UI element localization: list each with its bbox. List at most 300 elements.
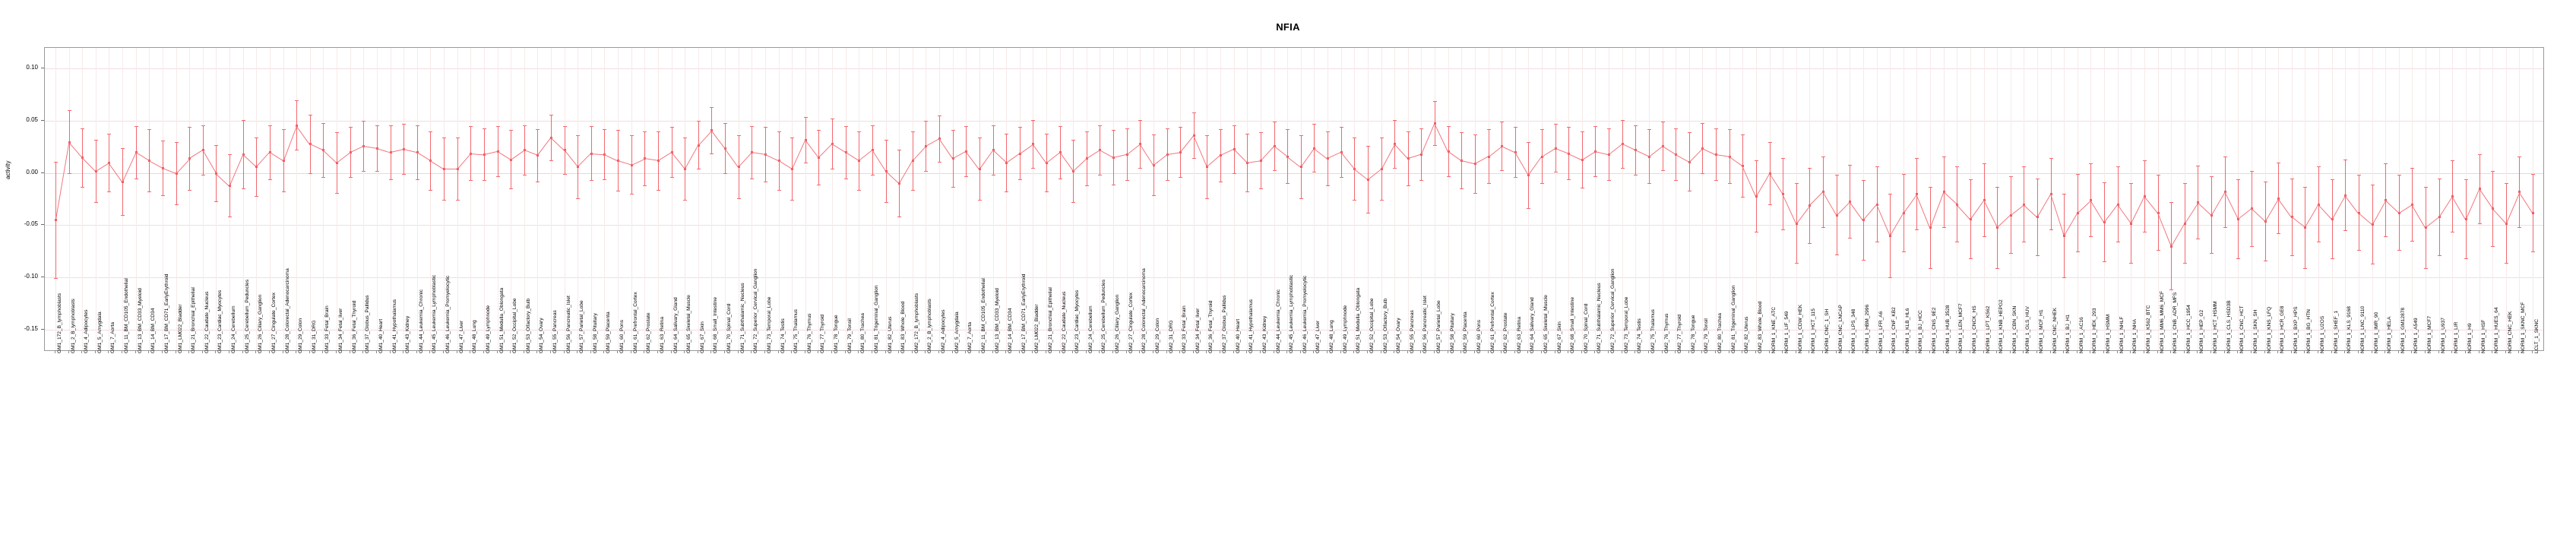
error-bar-cap — [81, 128, 84, 129]
x-tick-mark — [2010, 350, 2011, 353]
series-connector — [739, 152, 752, 167]
x-tick-mark — [1501, 350, 1502, 353]
x-tick-label: NORM_1_LPT_K562 — [1986, 305, 1991, 353]
error-bar-cap — [1540, 129, 1544, 130]
x-tick-label: NORM_1_LIF_549 — [1784, 311, 1790, 353]
error-bar-cap — [1098, 125, 1102, 126]
series-connector — [1073, 158, 1087, 171]
series-connector — [724, 148, 738, 167]
x-tick-mark — [2063, 350, 2064, 353]
x-tick-label: NORM_1_GM12878 — [2400, 307, 2406, 353]
series-connector — [2117, 204, 2131, 223]
error-bar-cap — [1768, 142, 1772, 143]
error-bar-cap — [1192, 112, 1196, 113]
error-bar-cap — [335, 193, 339, 194]
error-bar-cap — [509, 130, 513, 131]
x-tick-label: NORM_1_LNC_9110 — [2360, 305, 2366, 353]
x-tick-label: GM2_36_Fetal_Thyroid — [1208, 300, 1214, 353]
series-connector — [1220, 149, 1234, 156]
series-connector — [591, 153, 605, 155]
error-bar-cap — [924, 171, 928, 172]
error-bar-cap — [2089, 236, 2093, 237]
error-bar-cap — [2397, 250, 2401, 251]
x-tick-label: GM1_46_Leukemia_Promyelocytic — [445, 275, 451, 353]
x-tick-label: NORM_1_LPS_348 — [1851, 308, 1856, 353]
x-tick-label: NORM_1_BXP_HPS — [2293, 306, 2299, 353]
x-tick-label: GM1_51_Medulla_Oblongata — [499, 287, 505, 353]
series-connector — [1742, 166, 1756, 196]
x-tick-label: NORM_1_SKN_SH — [2253, 309, 2258, 353]
x-tick-mark — [202, 350, 203, 353]
x-tick-label: GM2_63_Retina — [1517, 316, 1522, 353]
x-tick-mark — [1086, 350, 1087, 353]
series-connector — [1489, 146, 1502, 157]
x-tick-mark — [938, 350, 939, 353]
x-tick-label: NORM_1_HSF — [2481, 319, 2486, 353]
series-connector — [2385, 200, 2398, 213]
x-tick-label: GM2_26_Ciliary_Ganglion — [1115, 294, 1120, 353]
error-bar-cap — [2357, 250, 2361, 251]
error-bar-cap — [1741, 197, 1745, 198]
x-tick-label: GM1_55_Pancreas — [552, 310, 558, 353]
error-bar-cap — [1005, 191, 1008, 192]
x-tick-mark — [1327, 350, 1328, 353]
series-connector — [122, 152, 137, 182]
x-tick-mark — [68, 350, 69, 353]
error-bar-cap — [844, 126, 848, 127]
x-tick-label: GM2_44_Leukemia_Chronic — [1276, 289, 1281, 353]
series-connector — [1689, 148, 1703, 163]
x-tick-mark — [95, 350, 96, 353]
error-bar-cap — [161, 195, 165, 196]
x-tick-label: GM1_61_Prefrontal_Cortex — [633, 292, 638, 353]
x-tick-label: GM1_57_Parietal_Lobe — [579, 300, 584, 353]
x-tick-mark — [148, 350, 149, 353]
error-bar-cap — [2505, 263, 2508, 264]
error-bar-cap — [1514, 127, 1517, 128]
error-bar-cap — [2464, 179, 2468, 180]
x-tick-mark — [1407, 350, 1408, 353]
x-tick-label: GM2_17_BM_CD71_EarlyErythroid — [1021, 274, 1027, 353]
x-tick-mark — [858, 350, 859, 353]
error-bar-cap — [1862, 180, 1866, 181]
error-bar-cap — [1593, 176, 1597, 177]
error-bar-cap — [951, 130, 955, 131]
series-connector — [2492, 208, 2505, 223]
error-bar-cap — [389, 125, 393, 126]
series-connector — [564, 150, 578, 167]
series-connector — [2519, 191, 2533, 213]
error-bar-cap — [723, 173, 727, 174]
x-tick-mark — [2077, 350, 2078, 353]
x-tick-label: NORM_1_U937 — [2441, 318, 2446, 353]
x-tick-mark — [162, 350, 163, 353]
x-tick-label: GM1_36_Fetal_Thyroid — [352, 300, 357, 353]
x-tick-mark — [1514, 350, 1515, 353]
series-connector — [403, 149, 417, 153]
series-connector — [1207, 155, 1220, 167]
error-bar-cap — [670, 177, 674, 178]
error-bar-cap — [1862, 260, 1866, 261]
x-tick-mark — [269, 350, 270, 353]
error-bar-cap — [1166, 128, 1169, 129]
error-bar-cap — [1219, 129, 1223, 130]
x-tick-mark — [1246, 350, 1247, 353]
x-tick-mark — [2050, 350, 2051, 353]
x-tick-label: GM1_73_Temporal_Lobe — [767, 296, 772, 353]
x-tick-mark — [550, 350, 551, 353]
error-bar-cap — [1701, 173, 1704, 174]
error-bar-cap — [1018, 179, 1022, 180]
series-connector — [1180, 135, 1194, 153]
series-connector — [2372, 200, 2386, 224]
error-bar-cap — [1312, 124, 1316, 125]
x-tick-label: NORM_1_KNE_ATC — [1771, 306, 1777, 353]
error-bar-cap — [2210, 176, 2214, 177]
series-connector — [1676, 154, 1689, 162]
series-connector — [2090, 200, 2104, 222]
error-bar-cap — [2331, 179, 2334, 180]
error-bar-cap — [2424, 268, 2428, 269]
x-tick-label: GM1_13_BM_CD33_Myeloid — [138, 288, 143, 353]
x-tick-label: GM1_28_Colorectal_Adenocarcinoma — [285, 268, 290, 353]
error-bar-cap — [509, 188, 513, 189]
error-bar-cap — [1018, 127, 1022, 128]
error-bar-cap — [375, 171, 379, 172]
x-tick-label: GM1_62_Prostate — [646, 312, 651, 353]
x-tick-label: GM2_31_DRG — [1169, 320, 1174, 353]
series-connector — [2144, 196, 2157, 213]
error-bar-cap — [697, 121, 701, 122]
series-connector — [644, 158, 658, 161]
x-tick-mark — [925, 350, 926, 353]
error-bar-cap — [657, 131, 660, 132]
error-bar-cap — [1781, 158, 1785, 159]
x-tick-label: NORM_1_LEN_MCF7 — [1958, 303, 1964, 353]
error-bar-cap — [1567, 127, 1571, 128]
error-bar-cap — [536, 129, 540, 130]
error-bar-cap — [1205, 198, 1209, 199]
x-tick-mark — [751, 350, 752, 353]
series-connector — [2104, 204, 2118, 223]
error-bar-cap — [1233, 173, 1236, 174]
x-tick-mark — [1862, 350, 1863, 353]
series-connector — [658, 152, 672, 161]
series-connector — [1100, 150, 1113, 157]
x-tick-mark — [738, 350, 739, 353]
error-bar-cap — [777, 131, 781, 132]
error-bar-cap — [911, 190, 915, 191]
x-tick-mark — [1286, 350, 1287, 353]
error-bar-cap — [1407, 131, 1410, 132]
error-bar-cap — [349, 127, 353, 128]
error-bar-cap — [1085, 131, 1089, 132]
error-bar-cap — [1393, 168, 1397, 169]
x-tick-mark — [322, 350, 323, 353]
x-tick-mark — [1675, 350, 1676, 353]
y-tick-label: -0.05 — [24, 220, 38, 228]
x-tick-mark — [992, 350, 993, 353]
error-bar-cap — [1138, 168, 1142, 169]
error-bar-cap — [1701, 123, 1704, 124]
error-bar-cap — [2250, 171, 2254, 172]
error-bar-cap — [496, 126, 500, 127]
error-bar-cap — [992, 125, 995, 126]
x-tick-mark — [1019, 350, 1020, 353]
series-connector — [2251, 208, 2264, 221]
error-bar-cap — [2062, 277, 2066, 278]
x-tick-label: GM1_24_Cerebellum — [231, 305, 236, 353]
x-tick-mark — [429, 350, 430, 353]
data-point[interactable] — [2532, 212, 2534, 214]
x-tick-label: GM1_41_Hypothalamus — [392, 299, 397, 353]
x-tick-label: NORM_1_NHLF — [2119, 316, 2125, 353]
error-bar-cap — [94, 140, 98, 141]
series-connector — [845, 152, 859, 161]
error-bar-cap — [1593, 126, 1597, 127]
series-connector — [363, 146, 377, 149]
x-tick-label: GM1_60_Pons — [619, 320, 625, 353]
error-bar-cap — [2331, 258, 2334, 259]
error-bar-cap — [1581, 131, 1584, 132]
error-bar-cap — [1447, 126, 1451, 127]
x-tick-label: GM2_71_Subthalamic_Nucleus — [1597, 283, 1602, 353]
x-tick-label: GM2_27_Cingulate_Cortex — [1128, 292, 1134, 353]
x-tick-mark — [1648, 350, 1649, 353]
error-bar-cap — [2076, 174, 2080, 175]
error-bar-cap — [1152, 134, 1156, 135]
series-connector — [1876, 204, 1891, 236]
error-bar-cap — [268, 179, 272, 180]
x-tick-label: NORM_1_CNB_ADR_MFS — [2173, 292, 2178, 353]
x-tick-label: GM1_33_Fetal_Brain — [324, 305, 330, 353]
x-tick-mark — [1126, 350, 1127, 353]
x-tick-mark — [2210, 350, 2211, 353]
error-bar-cap — [1714, 128, 1718, 129]
x-tick-mark — [1340, 350, 1341, 353]
series-connector — [163, 168, 176, 174]
x-tick-label: NORM_CNC_1_SH — [1824, 308, 1830, 353]
series-connector — [1890, 213, 1904, 236]
series-connector — [1635, 150, 1649, 157]
error-bar-cap — [1031, 168, 1035, 169]
x-tick-mark — [255, 350, 256, 353]
x-tick-label: NORM_1_HELA — [2387, 316, 2392, 353]
x-tick-label: GM2_11_BM_CD105_Endothelial — [981, 278, 986, 353]
series-connector — [1154, 154, 1167, 166]
error-bar-cap — [121, 215, 125, 216]
x-tick-mark — [2130, 350, 2131, 353]
series-connector — [1274, 146, 1287, 157]
x-tick-mark — [2170, 350, 2171, 353]
x-tick-label: NORM_1_LIR — [2454, 321, 2459, 353]
series-connector — [149, 160, 163, 168]
series-connector — [256, 152, 270, 167]
error-bar-cap — [1419, 128, 1423, 129]
x-tick-label: GM2_14_BM_CD34 — [1008, 308, 1013, 353]
x-tick-label: GM1_67_Skin — [700, 321, 705, 353]
series-connector — [1434, 123, 1448, 151]
error-bar-cap — [1821, 227, 1825, 228]
x-tick-mark — [590, 350, 591, 353]
x-tick-label: GM2_65_Skeletal_Muscle — [1543, 295, 1549, 353]
x-tick-label: GM1_14_BM_CD34 — [150, 308, 156, 353]
error-bar-cap — [175, 142, 179, 143]
error-bar-cap — [1527, 142, 1530, 143]
x-tick-mark — [1594, 350, 1595, 353]
x-tick-label: NORM_1_HEP_G2 — [2199, 309, 2204, 353]
x-tick-mark — [2411, 350, 2412, 353]
error-bar-cap — [1527, 208, 1530, 209]
error-bar-cap — [2303, 268, 2307, 269]
x-tick-mark — [2331, 350, 2332, 353]
x-tick-mark — [2036, 350, 2037, 353]
series-connector — [1555, 148, 1568, 154]
error-bar-cap — [68, 173, 71, 174]
y-tick-label: 0.10 — [26, 64, 38, 71]
x-tick-label: GM1_2_B_lymphoblasts — [71, 299, 76, 353]
series-connector — [2332, 195, 2346, 220]
x-tick-mark — [2518, 350, 2519, 353]
x-tick-label: GM1_49_Lymphnode — [486, 305, 491, 353]
x-tick-mark — [1527, 350, 1528, 353]
x-tick-mark — [1889, 350, 1890, 353]
x-tick-mark — [2197, 350, 2198, 353]
x-tick-mark — [1112, 350, 1113, 353]
x-tick-mark — [1983, 350, 1984, 353]
error-bar-cap — [175, 204, 179, 205]
series-connector — [537, 138, 551, 156]
x-axis-labels — [44, 268, 2544, 543]
error-bar-cap — [576, 135, 580, 136]
x-tick-label: GM1_65_Skeletal_Muscle — [686, 295, 691, 353]
error-bar-cap — [147, 129, 151, 130]
x-tick-label: GM2_75_Thalamus — [1650, 309, 1656, 353]
error-bar-cap — [1326, 131, 1330, 132]
error-bar-cap — [188, 190, 191, 191]
x-tick-label: NORM_1_HCT_115 — [1811, 308, 1816, 353]
error-bar-cap — [2143, 160, 2147, 161]
x-tick-label: NORM_1_HCR_GE8 — [2280, 305, 2285, 353]
error-bar-cap — [817, 130, 821, 131]
x-tick-label: GM2_78_Tongue — [1691, 315, 1696, 353]
series-connector — [1421, 123, 1435, 155]
error-bar-cap — [2129, 183, 2133, 184]
error-bar-cap — [1433, 145, 1437, 146]
series-connector — [1957, 204, 1970, 220]
x-tick-mark — [2465, 350, 2466, 353]
x-tick-label: NORM_1_CNCK_HS — [1972, 305, 1977, 353]
error-bar-cap — [2236, 258, 2240, 259]
x-tick-mark — [2344, 350, 2345, 353]
error-bar-cap — [938, 162, 941, 163]
x-tick-mark — [81, 350, 82, 353]
x-tick-mark — [483, 350, 484, 353]
error-bar-cap — [1179, 127, 1182, 128]
series-connector — [1622, 144, 1635, 150]
error-bar-cap — [790, 200, 794, 201]
series-connector — [1528, 157, 1542, 175]
error-bar-cap — [1888, 277, 1892, 278]
series-connector — [242, 154, 256, 167]
x-tick-label: GM1_52_Occipital_Lobe — [512, 298, 517, 353]
y-tick-label: 0.05 — [26, 116, 38, 124]
series-connector — [2277, 198, 2291, 217]
x-tick-mark — [1488, 350, 1489, 353]
x-tick-label: GM2_21_Bronchial_Epithelial — [1048, 287, 1053, 353]
x-tick-label: GM2_67_Skin — [1557, 321, 1562, 353]
x-tick-label: GM2_72_Superior_Cervical_Ganglion — [1610, 268, 1616, 353]
series-connector — [926, 138, 939, 146]
series-connector — [2412, 204, 2426, 228]
x-tick-label: GM2_80_Trachea — [1717, 313, 1723, 353]
x-tick-label: GM2_64_Salivary_Gland — [1530, 297, 1535, 353]
x-tick-mark — [2438, 350, 2439, 353]
series-connector — [55, 142, 70, 220]
x-tick-label: GM2_54_Ovary — [1396, 318, 1401, 353]
series-connector — [1408, 154, 1422, 159]
x-tick-mark — [684, 350, 685, 353]
error-bar-cap — [2290, 255, 2294, 256]
error-bar-cap — [1621, 120, 1625, 121]
series-connector — [2037, 194, 2051, 217]
error-bar-cap — [2531, 251, 2535, 252]
series-connector — [1448, 151, 1461, 161]
series-connector — [1997, 215, 2011, 228]
error-bar-cap — [563, 174, 567, 175]
x-tick-mark — [1541, 350, 1542, 353]
series-connector — [1916, 194, 1930, 227]
error-bar-cap — [1179, 177, 1182, 178]
series-connector — [1475, 157, 1489, 164]
error-bar-cap — [710, 107, 714, 108]
error-bar-cap — [81, 187, 84, 188]
x-tick-label: NORM_1_IMR_90 — [2374, 311, 2379, 353]
error-bar-cap — [1647, 183, 1651, 184]
x-tick-mark — [912, 350, 913, 353]
series-connector — [1059, 152, 1073, 171]
x-tick-mark — [1782, 350, 1783, 353]
x-tick-label: GM2_45_Leukemia_Lymphoblastic — [1289, 274, 1294, 353]
error-bar-cap — [1045, 191, 1049, 192]
x-tick-label: GM1_80_Trachea — [860, 313, 866, 353]
series-connector — [1233, 149, 1247, 163]
error-bar-cap — [1674, 180, 1678, 181]
series-connector — [1729, 157, 1742, 166]
error-bar-cap — [871, 125, 875, 126]
series-connector — [2224, 191, 2239, 219]
series-connector — [511, 150, 524, 160]
series-connector — [2238, 208, 2252, 220]
x-tick-label: GM1_22_Caudate_Nucleus — [204, 291, 210, 353]
x-tick-mark — [2224, 350, 2225, 353]
x-tick-mark — [952, 350, 953, 353]
x-tick-label: GM1_74_Testis — [780, 318, 786, 353]
x-tick-mark — [2237, 350, 2238, 353]
x-tick-label: NORM_1_MCF7 — [2427, 315, 2432, 353]
x-tick-label: GM2_68_Small_Intestine — [1570, 296, 1575, 353]
error-bar-cap — [1500, 170, 1504, 171]
series-connector — [2211, 191, 2225, 215]
error-bar-cap — [1607, 180, 1611, 181]
series-connector — [1314, 148, 1328, 160]
error-bar-cap — [1340, 127, 1343, 128]
error-bar-cap — [2384, 163, 2388, 164]
x-tick-mark — [1715, 350, 1716, 353]
x-tick-mark — [2425, 350, 2426, 353]
error-bar-cap — [1942, 227, 1946, 228]
series-connector — [283, 125, 298, 161]
